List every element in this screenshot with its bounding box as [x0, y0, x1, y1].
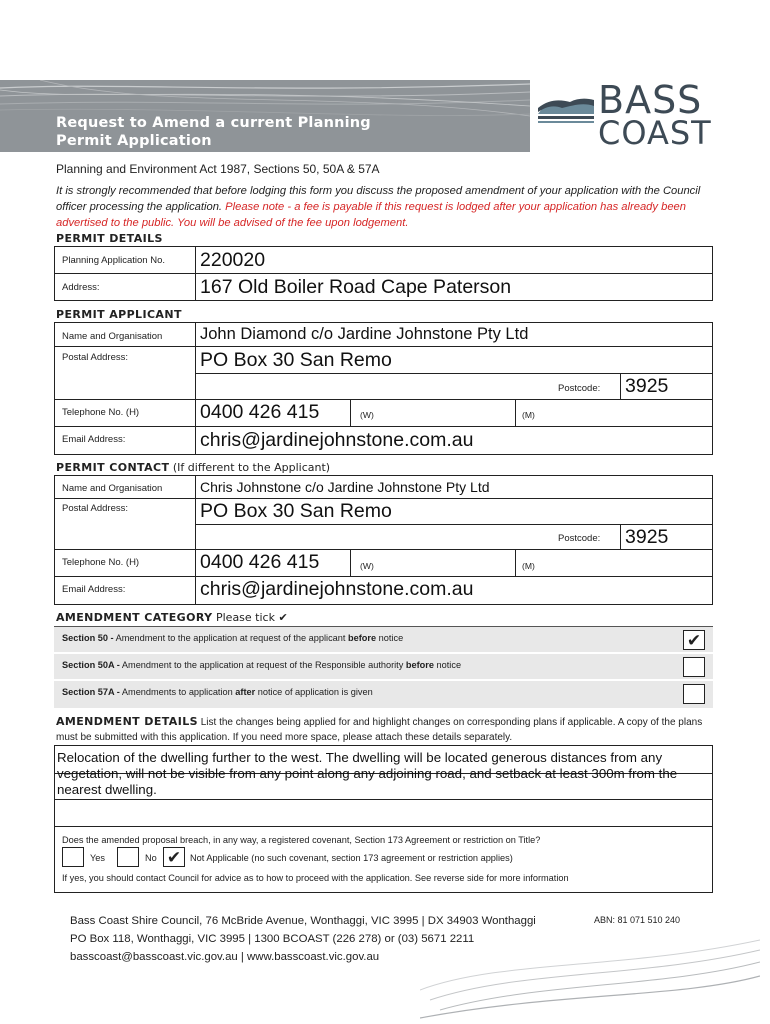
abn: ABN: 81 071 510 240 [594, 915, 681, 925]
category-text: Amendment to the application at request of the applicant [113, 633, 349, 643]
section-50a-checkbox[interactable] [683, 657, 705, 677]
category-heading-text: AMENDMENT CATEGORY [56, 611, 213, 624]
divider [350, 399, 351, 426]
landscape-icon [538, 94, 594, 128]
category-heading [56, 611, 288, 624]
section-57a-checkbox[interactable] [683, 684, 705, 704]
section-50-checkbox[interactable]: ✔ [683, 630, 705, 650]
app-no-label: Planning Application No. [62, 255, 165, 266]
applicant-name-label: Name and Organisation [62, 331, 163, 342]
address-value[interactable]: 167 Old Boiler Road Cape Paterson [200, 276, 512, 298]
app-no-value[interactable]: 220020 [200, 249, 266, 271]
divider [54, 273, 713, 274]
covenant-na-label: Not Applicable (no such covenant, section 173 agreement or restriction applies) [190, 853, 513, 863]
divider [54, 426, 713, 427]
contact-heading [56, 461, 330, 474]
applicant-email-label: Email Address: [62, 434, 126, 445]
contact-mobile-label: (M) [522, 561, 535, 571]
covenant-question: Does the amended proposal breach, in any way, a registered covenant, Section 173 Agreement or restriction on Title? [62, 835, 541, 845]
divider [54, 626, 713, 627]
category-bold: before [348, 633, 377, 643]
recommendation-text: It is strongly recommended that before lodging this form you discuss the proposed amendment of your application with the Council officer processing the application. [56, 185, 701, 213]
applicant-name-value[interactable]: John Diamond c/o Jardine Johnstone Pty Ltd [200, 325, 529, 343]
covenant-no-checkbox[interactable] [117, 847, 139, 867]
divider [620, 524, 621, 549]
divider [54, 679, 713, 681]
applicant-heading: PERMIT APPLICANT [56, 308, 182, 321]
category-row-section-50a [62, 660, 461, 670]
details-heading-text: AMENDMENT DETAILS [56, 715, 198, 728]
divider [54, 549, 713, 550]
footer-postal: PO Box 118, Wonthaggi, VIC 3995 | 1300 BCOAST (226 278) or (03) 5671 2211 [70, 933, 475, 945]
category-heading-note: Please tick ✔ [212, 611, 288, 624]
category-tail: notice [433, 660, 462, 670]
category-text: Amendment to the application at request of the Responsible authority [119, 660, 406, 670]
fee-warning: Please note - a fee is payable if this request is lodged after your application has already been advertised to the public. You will be advised of the fee upon lodgement. [56, 201, 686, 229]
details-heading-note: List the changes being applied for and highlight changes on corresponding plans if applicable. A copy of the plans must be submitted with this application. If you need more space, please attach these details separately. [56, 717, 703, 743]
form-title-line2: Permit Application [56, 133, 212, 149]
logo-bass: BASS [598, 78, 703, 122]
divider [195, 524, 713, 525]
applicant-postcode-label: Postcode: [558, 383, 601, 394]
category-row-section-57a [62, 687, 373, 697]
permit-details-heading: PERMIT DETAILS [56, 232, 163, 245]
divider [54, 346, 713, 347]
category-row-section-50 [62, 633, 403, 643]
contact-name-label: Name and Organisation [62, 483, 163, 494]
divider [515, 549, 516, 576]
applicant-work-label: (W) [360, 410, 374, 420]
footer-web: basscoast@basscoast.vic.gov.au | www.basscoast.vic.gov.au [70, 951, 380, 963]
applicant-email-value[interactable]: chris@jardinejohnstone.com.au [200, 429, 474, 451]
contact-work-label: (W) [360, 561, 374, 571]
covenant-yes-label: Yes [90, 853, 105, 863]
divider [54, 576, 713, 577]
contact-tel-value[interactable]: 0400 426 415 [200, 551, 320, 573]
applicant-postcode-value[interactable]: 3925 [625, 375, 669, 397]
form-title [56, 114, 416, 150]
contact-postal-label: Postal Address: [62, 503, 129, 514]
category-text: Amendments to application [119, 687, 236, 697]
covenant-note: If yes, you should contact Council for advice as to how to proceed with the application. See reverse side for more information [62, 873, 569, 883]
applicant-tel-label: Telephone No. (H) [62, 407, 140, 418]
footer-swoosh [420, 930, 760, 1020]
category-bold: before [405, 660, 434, 670]
details-value[interactable]: Relocation of the dwelling further to the west. The dwelling will be located generous distances from any vegetation, will not be visible from any point along any adjoining road, and setback at least 300m from the nearest dwelling. [57, 750, 678, 797]
category-section: Section 50A - [62, 660, 120, 670]
category-section: Section 50 - [62, 633, 114, 643]
address-label: Address: [62, 282, 100, 293]
covenant-na-checkbox[interactable]: ✔ [163, 847, 185, 867]
contact-tel-label: Telephone No. (H) [62, 557, 140, 568]
divider [195, 373, 713, 374]
divider [54, 652, 713, 654]
category-tail: notice [376, 633, 404, 643]
applicant-postal-value[interactable]: PO Box 30 San Remo [200, 349, 392, 371]
contact-postcode-value[interactable]: 3925 [625, 526, 669, 548]
covenant-yes-checkbox[interactable] [62, 847, 84, 867]
category-bold: after [235, 687, 256, 697]
applicant-postal-label: Postal Address: [62, 352, 129, 363]
contact-heading-text: PERMIT CONTACT [56, 461, 170, 474]
contact-postcode-label: Postcode: [558, 533, 601, 544]
divider [195, 322, 196, 455]
divider [195, 246, 196, 301]
contact-email-label: Email Address: [62, 584, 126, 595]
form-title-line1: Request to Amend a current Planning [56, 115, 371, 131]
divider [54, 498, 713, 499]
category-section: Section 57A - [62, 687, 120, 697]
bass-coast-logo [536, 80, 716, 150]
divider [54, 399, 713, 400]
contact-heading-note: (If different to the Applicant) [169, 461, 331, 474]
act-reference: Planning and Environment Act 1987, Sections 50, 50A & 57A [56, 162, 380, 176]
details-heading [56, 714, 706, 745]
contact-name-value[interactable]: Chris Johnstone c/o Jardine Johnstone Pty Ltd [200, 479, 490, 495]
logo-coast: COAST [598, 114, 712, 152]
divider [195, 475, 196, 605]
footer-address: Bass Coast Shire Council, 76 McBride Avenue, Wonthaggi, VIC 3995 | DX 34903 Wonthaggi [70, 915, 536, 927]
covenant-no-label: No [145, 853, 157, 863]
divider [515, 399, 516, 426]
category-tail: notice of application is given [255, 687, 373, 697]
applicant-mobile-label: (M) [522, 410, 535, 420]
recommendation-note [56, 183, 706, 231]
applicant-tel-value[interactable]: 0400 426 415 [200, 401, 320, 423]
contact-email-value[interactable]: chris@jardinejohnstone.com.au [200, 578, 474, 600]
ruled-line [54, 799, 713, 800]
divider [350, 549, 351, 576]
contact-postal-value[interactable]: PO Box 30 San Remo [200, 500, 392, 522]
divider [620, 373, 621, 399]
